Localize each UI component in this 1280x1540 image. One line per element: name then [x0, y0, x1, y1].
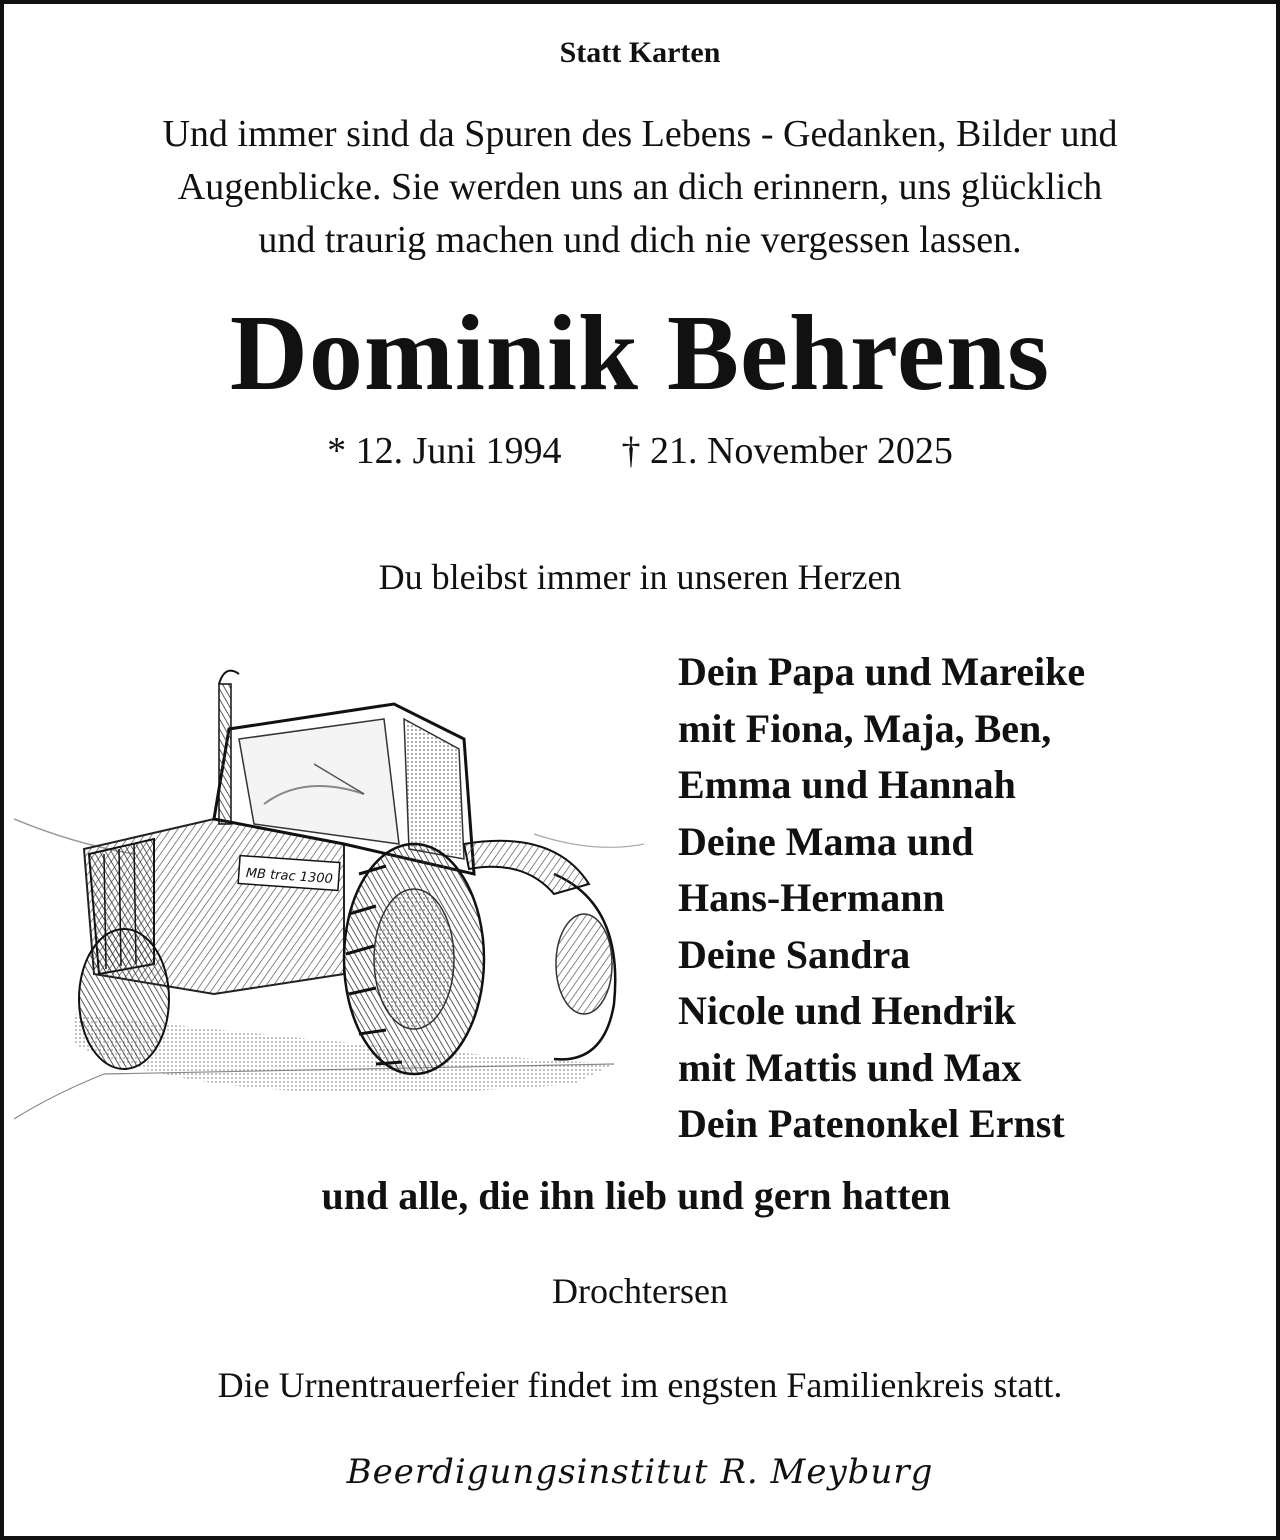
memorial-motto: Du bleibst immer in unseren Herzen: [378, 557, 902, 597]
undertaker-signature: Beerdigungsinstitut R. Meyburg: [346, 1452, 934, 1492]
tractor-drawing: [14, 644, 674, 1124]
place-name: Drochtersen: [552, 1271, 728, 1311]
verse-line: und traurig machen und dich nie vergessen lassen.: [258, 219, 1022, 261]
deceased-name: Dominik Behrens: [229, 294, 1051, 413]
ceremony-notice: Die Urnentrauerfeier findet im engsten Familienkreis statt.: [217, 1365, 1063, 1405]
life-dates: [4, 429, 1276, 473]
family-line: Nicole und Hendrik: [678, 988, 1016, 1033]
verse-line: Und immer sind da Spuren des Lebens - Gedanken, Bilder und: [162, 113, 1118, 155]
family-line: mit Mattis und Max: [678, 1044, 1022, 1090]
memorial-verse: [4, 108, 1276, 267]
family-line: Emma und Hannah: [678, 762, 1016, 807]
tractor-plate: MB trac 1300: [245, 866, 334, 888]
family-line: Deine Mama und: [678, 818, 974, 864]
family-line: Dein Papa und Mareike: [678, 649, 1086, 694]
verse-line: Augenblicke. Sie werden uns an dich erinnern, uns glücklich: [177, 166, 1103, 208]
family-line: Hans-Hermann: [678, 875, 945, 920]
family-line: mit Fiona, Maja, Ben,: [678, 705, 1052, 751]
closing-line: und alle, die ihn lieb und gern hatten: [321, 1173, 951, 1218]
death-date: † 21. November 2025: [621, 430, 953, 472]
header-statt-karten: Statt Karten: [559, 36, 721, 69]
family-list: [678, 644, 1085, 1153]
family-line: Dein Patenonkel Ernst: [678, 1101, 1065, 1146]
family-line: Deine Sandra: [678, 931, 911, 977]
birth-date: * 12. Juni 1994: [327, 430, 562, 472]
